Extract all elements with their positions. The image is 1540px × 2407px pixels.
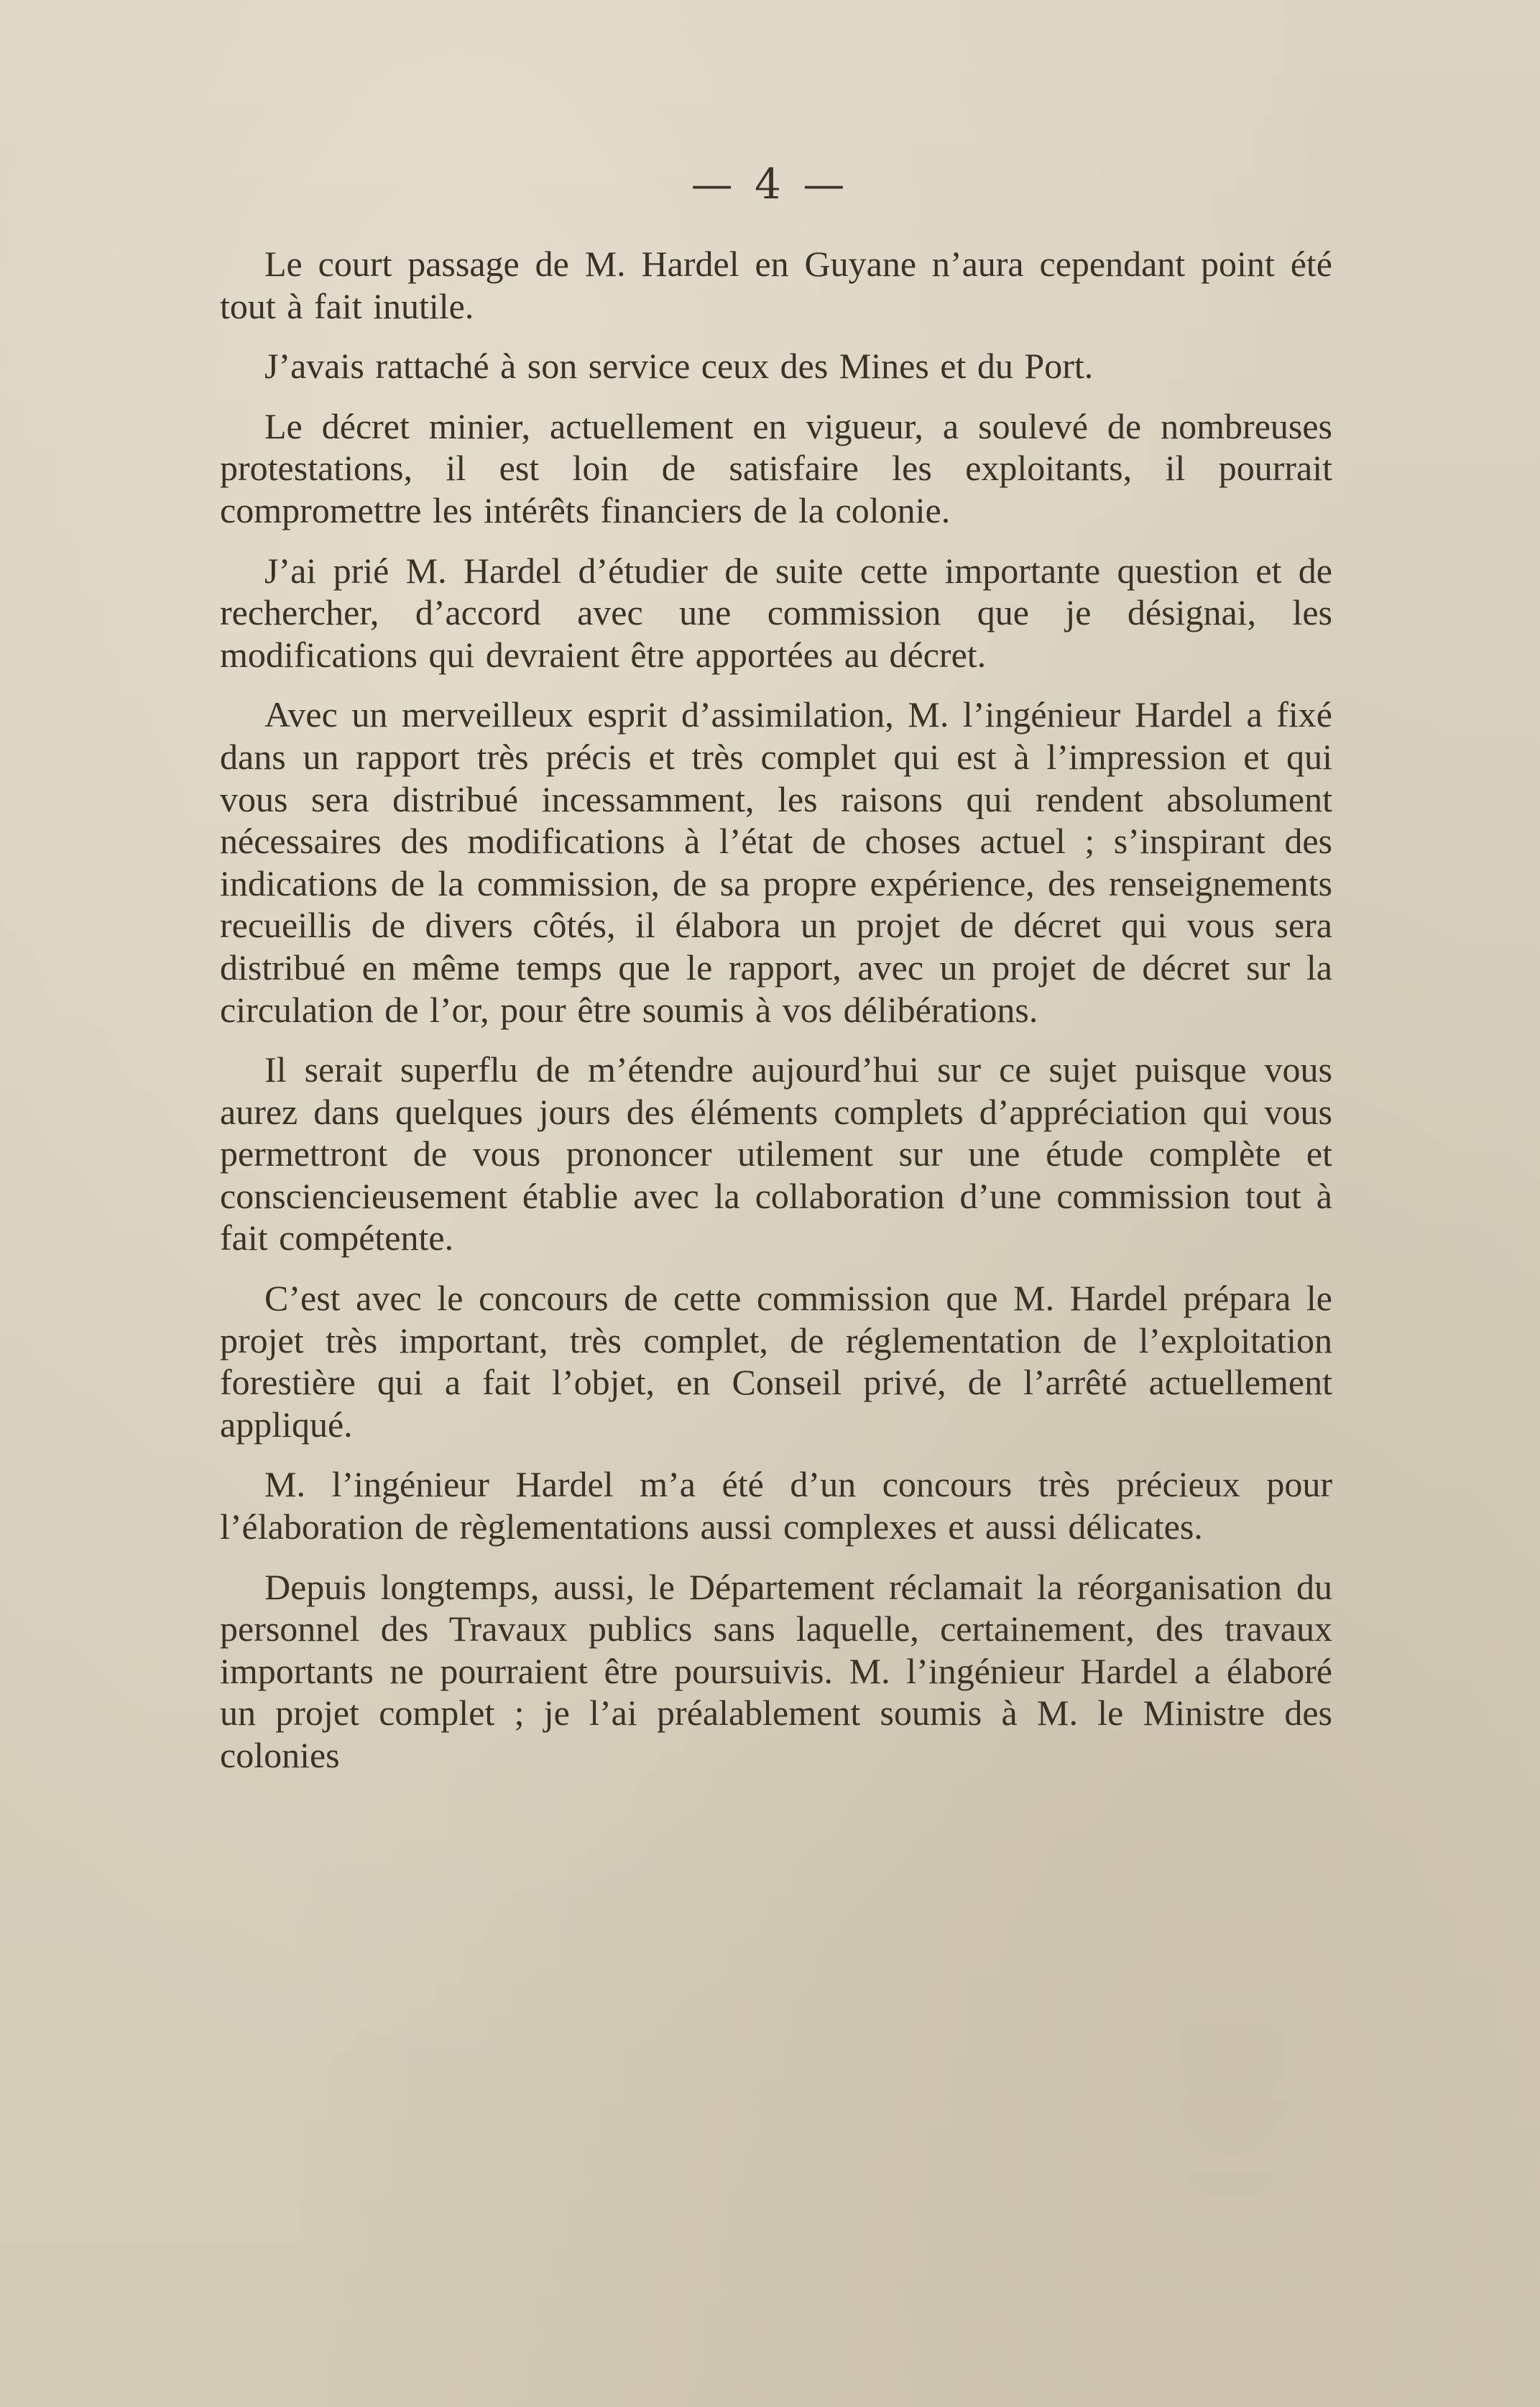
paragraph: Avec un merveilleux esprit d’assimilation, M. l’ingénieur Hardel a fixé dans un rapport très précis et très complet qui est à l’impression et qui vous sera distribué incessamment, les raisons qui rendent absolument nécessaires des modifications à l’état de choses actuel ; s’inspirant des indications de la commission, de sa propre expérience, des renseignements recueillis de divers côtés, il élabora un projet de décret qui vous sera distribué en même temps que le rapport, avec un projet de décret sur la circulation de l’or, pour être soumis à vos délibérations. <box>220 694 1332 1030</box>
paragraph: Depuis longtemps, aussi, le Département réclamait la réorganisation du personnel des Travaux publics sans laquelle, certainement, des travaux importants ne pourraient être poursuivis. M. l’ingénieur Hardel a élaboré un projet complet ; je l’ai préalablement soumis à M. le Ministre des colonies <box>220 1566 1332 1775</box>
paragraph: C’est avec le concours de cette commission que M. Hardel prépara le projet très important, très complet, de réglementation de l’exploitation forestière qui a fait l’objet, en Conseil privé, de l’arrêté actuellement appliqué. <box>220 1278 1332 1445</box>
paragraph: Le décret minier, actuellement en vigueur, a soulevé de nombreuses protestations, il est loin de satisfaire les exploitants, il pourrait compromettre les intérêts financiers de la colonie. <box>220 405 1332 530</box>
body-text <box>220 243 1332 1777</box>
paragraph: J’ai prié M. Hardel d’étudier de suite cette importante question et de rechercher, d’accord avec une commission que je désignai, les modifications qui devraient être apportées au décret. <box>220 550 1332 675</box>
paragraph: M. l’ingénieur Hardel m’a été d’un concours très précieux pour l’élaboration de règlementations aussi complexes et aussi délicates. <box>220 1464 1332 1547</box>
paragraph: Le court passage de M. Hardel en Guyane n’aura cependant point été tout à fait inutile. <box>220 244 1332 326</box>
paragraph: J’avais rattaché à son service ceux des Mines et du Port. <box>264 346 1094 387</box>
page-number: — 4 — <box>691 160 849 208</box>
paragraph: Il serait superflu de m’étendre aujourd’hui sur ce sujet puisque vous aurez dans quelques jours des éléments complets d’appréciation qui vous permettront de vous prononcer utilement sur une étude complète et consciencieusement établie avec la collaboration d’une commission tout à fait compétente. <box>220 1049 1332 1258</box>
